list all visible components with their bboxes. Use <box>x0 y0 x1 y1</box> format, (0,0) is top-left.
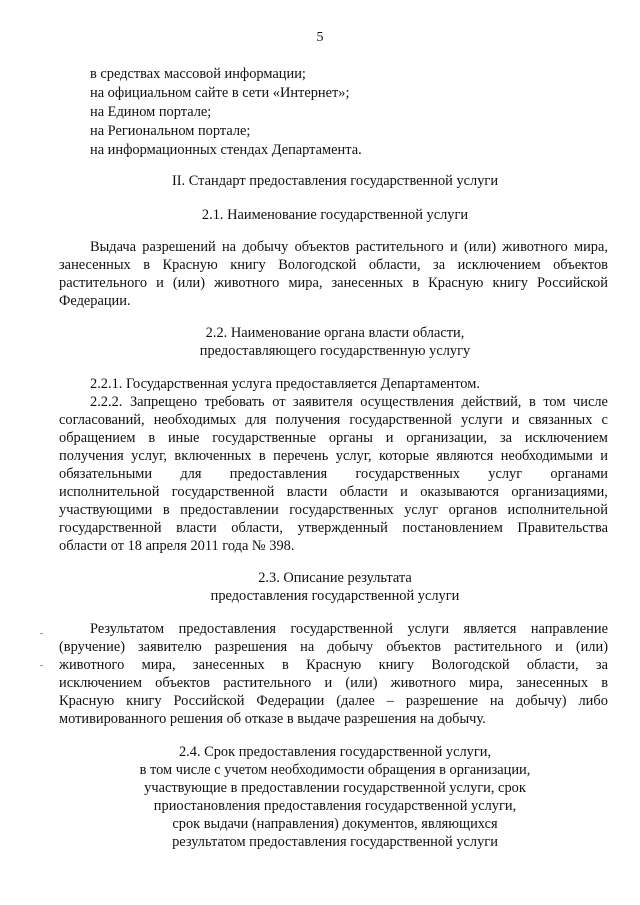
word: числе <box>573 394 608 410</box>
word: предоставления <box>178 621 276 637</box>
word: объектов <box>155 675 211 691</box>
paragraph-line <box>59 411 608 429</box>
scan-mark <box>40 665 43 666</box>
word: мира, <box>573 239 608 255</box>
word: книгу <box>378 657 415 673</box>
word: связанных <box>528 412 593 428</box>
word: занесенных <box>331 275 404 291</box>
word: Красную <box>162 257 218 273</box>
word: которые <box>379 448 429 464</box>
word: для <box>245 412 267 428</box>
word: в <box>601 675 608 691</box>
subsection-heading-2-1: 2.1. Наименование государственной услуги <box>201 207 469 223</box>
subsection-heading-2-4: в том числе с учетом необходимости обращения в организации, <box>139 762 531 778</box>
word: исключением <box>457 257 541 273</box>
word: Федерации <box>256 693 325 709</box>
word: для <box>180 466 202 482</box>
word: на <box>489 693 504 709</box>
word: занесенных <box>59 257 131 273</box>
word: Российской <box>173 693 245 709</box>
word: за <box>500 430 513 446</box>
word: и <box>156 275 164 291</box>
word: направление <box>530 621 608 637</box>
word: услуг, <box>335 448 372 464</box>
subsection-heading-2-4: 2.4. Срок предоставления государственной услуги, <box>178 744 492 760</box>
paragraph-line <box>59 519 608 537</box>
word: животного <box>59 657 125 673</box>
word: и <box>511 412 520 428</box>
word: государственных <box>355 466 460 482</box>
word: власти <box>286 484 328 500</box>
word: – <box>386 693 394 709</box>
word: государственные <box>212 430 316 446</box>
word: книгу <box>492 275 528 291</box>
paragraph-line: мотивированного решения об отказе в выдаче разрешения на добычу. <box>59 711 486 727</box>
scan-mark <box>40 633 43 634</box>
paragraph-line <box>59 256 608 274</box>
word: на <box>300 639 315 655</box>
word: добычу) <box>515 693 567 709</box>
paragraph-line <box>59 638 608 656</box>
word: являются <box>436 448 494 464</box>
word: в <box>412 275 420 291</box>
word: в <box>281 657 289 673</box>
word: объектов <box>553 257 608 273</box>
intro-line: на Региональном портале; <box>90 123 251 139</box>
word: (далее <box>336 693 375 709</box>
word: Красную <box>59 693 115 709</box>
word: необходимыми <box>500 448 593 464</box>
word: действий, <box>461 394 522 410</box>
word: занесенных <box>192 657 265 673</box>
word: мира, <box>141 657 176 673</box>
paragraph-line <box>59 274 608 292</box>
paragraph-line <box>59 447 608 465</box>
word: Вологодской <box>431 657 510 673</box>
word: государственной <box>349 412 452 428</box>
word: за <box>433 257 446 273</box>
word: добычу <box>327 639 374 655</box>
subsection-heading-2-4: приостановления предоставления государственной услуги, <box>153 798 517 814</box>
word: растительного <box>59 275 148 291</box>
word: обязательными <box>59 466 153 482</box>
word: обращением <box>59 430 136 446</box>
word: государственной <box>171 484 275 500</box>
word: исполнительной <box>59 484 160 500</box>
word: организации, <box>406 430 488 446</box>
word: объектов <box>294 239 350 255</box>
intro-line: в средствах массовой информации; <box>90 66 306 82</box>
word: разрешений <box>142 239 216 255</box>
paragraph-line <box>59 656 608 674</box>
paragraph-line <box>59 674 608 692</box>
word: власти <box>176 520 217 536</box>
word: книгу <box>126 693 162 709</box>
word: книгу <box>230 257 266 273</box>
word: и <box>555 639 563 655</box>
word: Выдача <box>90 239 137 255</box>
word: услуг, <box>131 448 167 464</box>
paragraph-line: 2.2.1. Государственная услуга предоставляется Департаментом. <box>90 376 480 392</box>
word: утвержденный <box>297 520 388 536</box>
word: необходимых <box>153 412 237 428</box>
word: и <box>400 484 408 500</box>
word: включенных <box>174 448 252 464</box>
word: (или) <box>172 275 206 291</box>
page-number: 5 <box>316 30 324 45</box>
word: в <box>148 430 156 446</box>
word: исключением <box>524 430 608 446</box>
word: Красную <box>428 275 484 291</box>
word: органов <box>448 502 497 518</box>
paragraph-line <box>59 465 608 483</box>
word: и <box>600 448 608 464</box>
word: разрешение <box>405 693 478 709</box>
word: с <box>601 412 608 428</box>
word: оказываются <box>420 484 499 500</box>
subsection-heading-2-3: предоставления государственной услуги <box>210 588 460 604</box>
paragraph-line <box>90 393 608 411</box>
word: перечень <box>273 448 329 464</box>
subsection-heading-2-4: участвующие в предоставлении государственной услуги, срок <box>144 780 526 796</box>
word: требовать <box>204 394 265 410</box>
word: органы <box>328 430 373 446</box>
paragraph-line <box>59 692 608 710</box>
word: области, <box>368 257 421 273</box>
word: животного <box>502 239 568 255</box>
word: (или) <box>345 675 378 691</box>
word: добычу <box>242 239 289 255</box>
word: предоставлении <box>180 502 279 518</box>
paragraph-line <box>90 620 608 638</box>
word: организациями, <box>511 484 608 500</box>
paragraph-line <box>59 501 608 519</box>
word: государственной <box>59 520 162 536</box>
word: является <box>463 621 517 637</box>
word: получения <box>59 448 124 464</box>
section-heading: II. Стандарт предоставления государственной услуги <box>171 173 499 189</box>
word: органами <box>550 466 608 482</box>
word: Запрещено <box>129 394 198 410</box>
word: услуги <box>407 621 450 637</box>
paragraph-line: области от 18 апреля 2011 года № 398. <box>59 538 295 554</box>
intro-line: на официальном сайте в сети «Интернет»; <box>90 85 350 101</box>
word: (или) <box>575 639 608 655</box>
word: от <box>272 394 286 410</box>
subsection-heading-2-4: результатом предоставления государственной услуги <box>172 834 498 850</box>
word: услуги <box>460 412 503 428</box>
word: области, <box>526 657 579 673</box>
word: (вручение) <box>59 639 125 655</box>
word: заявителю <box>138 639 202 655</box>
word: иные <box>167 430 200 446</box>
word: в <box>143 257 151 273</box>
word: объектов <box>386 639 442 655</box>
word: осуществления <box>360 394 454 410</box>
word: Правительства <box>517 520 608 536</box>
word: мира, <box>288 275 323 291</box>
subsection-heading-2-2: 2.2. Наименование органа власти области, <box>205 325 465 341</box>
word: Вологодской <box>278 257 357 273</box>
subsection-heading-2-2: предоставляющего государственную услугу <box>199 343 471 359</box>
word: государственных <box>289 502 394 518</box>
paragraph-line <box>90 238 608 256</box>
word: и <box>385 430 394 446</box>
word: Красную <box>306 657 362 673</box>
word: животного <box>214 275 280 291</box>
word: растительного <box>223 675 312 691</box>
word: области, <box>231 520 283 536</box>
word: растительного <box>454 639 543 655</box>
word: животного <box>390 675 456 691</box>
word: участвующими <box>59 502 153 518</box>
word: том <box>543 394 566 410</box>
word: Российской <box>537 275 608 291</box>
word: услуг <box>488 466 523 482</box>
word: в <box>528 394 536 410</box>
word: либо <box>578 693 608 709</box>
word: на <box>221 239 237 255</box>
word: и <box>450 239 458 255</box>
word: услуг <box>404 502 439 518</box>
subsection-heading-2-4: срок выдачи (направления) документов, являющихся <box>172 816 498 832</box>
paragraph-line <box>59 483 608 501</box>
word: и <box>324 675 333 691</box>
word: (или) <box>463 239 497 255</box>
intro-line: на информационных стендах Департамента. <box>90 142 362 158</box>
word: мира, <box>469 675 504 691</box>
word: получения <box>275 412 341 428</box>
word: в <box>258 448 266 464</box>
word: исполнительной <box>507 502 608 518</box>
subsection-heading-2-3: 2.3. Описание результата <box>258 570 412 586</box>
word: заявителя <box>293 394 353 410</box>
word: согласований, <box>59 412 145 428</box>
word: исключением <box>59 675 142 691</box>
word: государственной <box>290 621 393 637</box>
word: разрешения <box>214 639 288 655</box>
paragraph-line: Федерации. <box>59 293 131 309</box>
word: за <box>595 657 608 673</box>
word: в <box>162 502 170 518</box>
word: занесенных <box>516 675 589 691</box>
word: предоставления <box>229 466 328 482</box>
word: области <box>339 484 388 500</box>
word: Результатом <box>90 621 165 637</box>
word: 2.2.2. <box>90 394 123 410</box>
paragraph-line <box>59 429 608 447</box>
word: растительного <box>355 239 444 255</box>
word: постановлением <box>402 520 503 536</box>
intro-line: на Едином портале; <box>90 104 212 120</box>
